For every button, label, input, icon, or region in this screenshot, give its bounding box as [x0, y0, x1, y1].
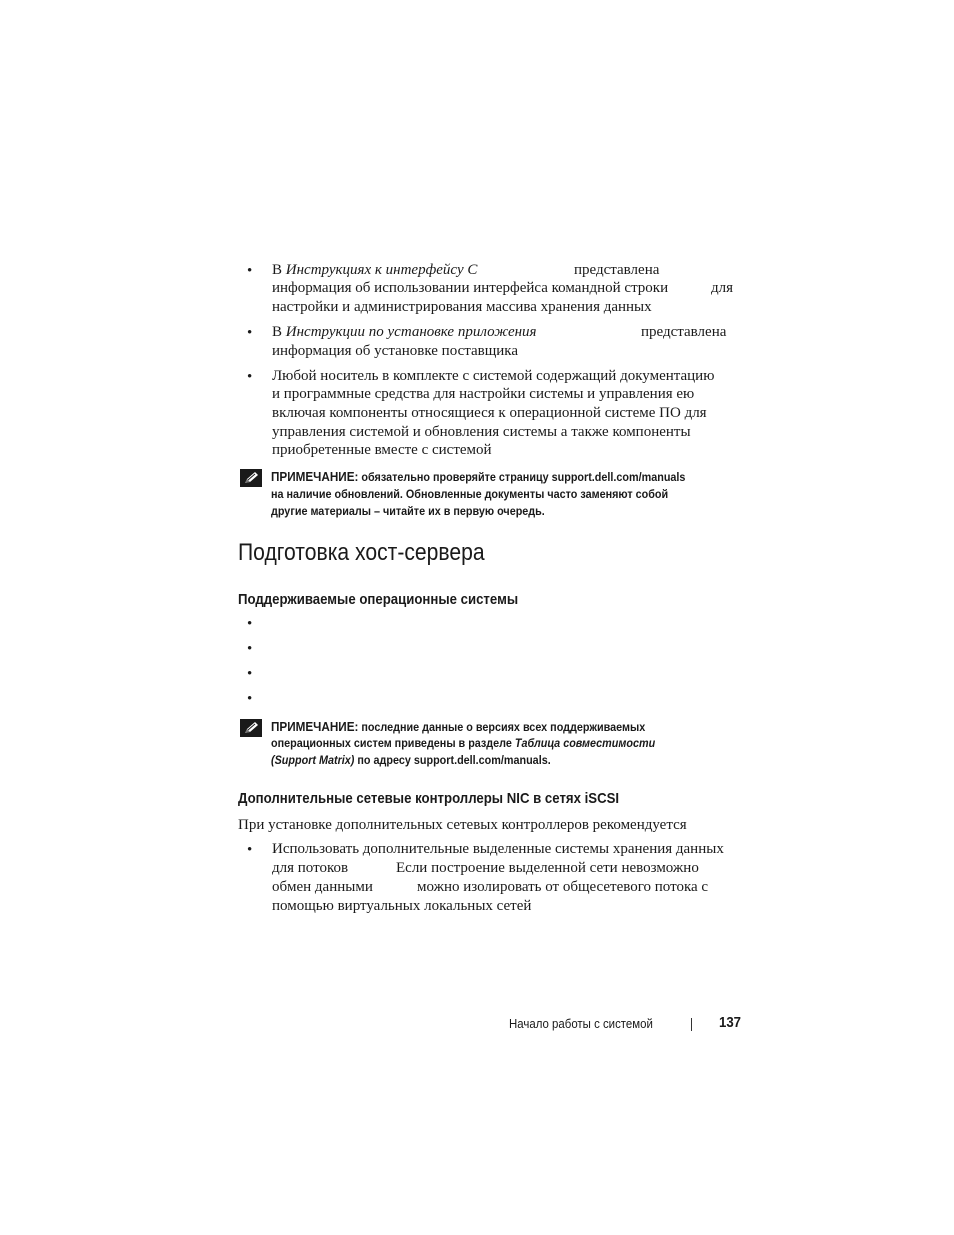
text-line: Любой носитель в комплекте с системой содержащий документацию: [272, 368, 715, 384]
page-number: 137: [719, 1014, 742, 1031]
text-line: настройки и администрирования массива хранения данных: [272, 299, 652, 315]
text-line: информация об установке поставщика: [272, 343, 518, 359]
text-line: информация об использовании интерфейса командной строки: [272, 280, 669, 296]
note-text: (Support Matrix) по адресу support.dell.com/manuals.: [271, 753, 551, 767]
bullet-marker: •: [247, 325, 253, 341]
text-line: В Инструкции по установке приложения: [272, 324, 537, 340]
text-fragment: представлена: [574, 262, 660, 278]
bullet-marker: •: [247, 691, 253, 707]
text-line: управления системой и обновления системы а также компоненты: [272, 424, 691, 440]
bullet-marker: •: [247, 842, 253, 858]
bullet-marker: •: [247, 263, 253, 279]
note-text: ПРИМЕЧАНИЕ: последние данные о версиях всех поддерживаемых: [271, 719, 646, 734]
footer-section-title: Начало работы с системой: [509, 1016, 653, 1031]
bullet-marker: •: [247, 666, 253, 682]
text-line: приобретенные вместе с системой: [272, 442, 492, 458]
text-line: и программные средства для настройки системы и управления ею: [272, 386, 695, 402]
text-line: В Инструкциях к интерфейсу C: [272, 262, 478, 278]
text-fragment: Если построение выделенной сети невозможно: [396, 860, 699, 876]
footer-divider: [691, 1018, 692, 1031]
subsection-heading: Дополнительные сетевые контроллеры NIC в сетях iSCSI: [238, 790, 620, 807]
text-fragment: для: [711, 280, 734, 296]
note-pencil-icon: [240, 469, 262, 487]
note-pencil-icon: [240, 719, 262, 737]
text-fragment: можно изолировать от общесетевого потока с: [417, 879, 709, 895]
bullet-marker: •: [247, 641, 253, 657]
bullet-marker: •: [247, 369, 253, 385]
section-heading: Подготовка хост-сервера: [238, 539, 485, 566]
text-line: помощью виртуальных локальных сетей: [272, 898, 532, 914]
note-text: другие материалы – читайте их в первую очередь.: [271, 504, 545, 518]
note-text: на наличие обновлений. Обновленные документы часто заменяют собой: [271, 487, 669, 501]
note-text: ПРИМЕЧАНИЕ: обязательно проверяйте страницу support.dell.com/manuals: [271, 469, 686, 484]
text-line: включая компоненты относящиеся к операционной системе ПО для: [272, 405, 707, 421]
bullet-marker: •: [247, 616, 253, 632]
text-line: Использовать дополнительные выделенные системы хранения данных: [272, 841, 724, 857]
text-fragment: представлена: [641, 324, 727, 340]
text-fragment: для потоков: [272, 860, 349, 876]
subsection-heading: Поддерживаемые операционные системы: [238, 591, 519, 608]
text-fragment: обмен данными: [272, 879, 373, 895]
paragraph: При установке дополнительных сетевых контроллеров рекомендуется: [238, 817, 687, 833]
note-text: операционных систем приведены в разделе Таблица совместимости: [271, 736, 656, 750]
